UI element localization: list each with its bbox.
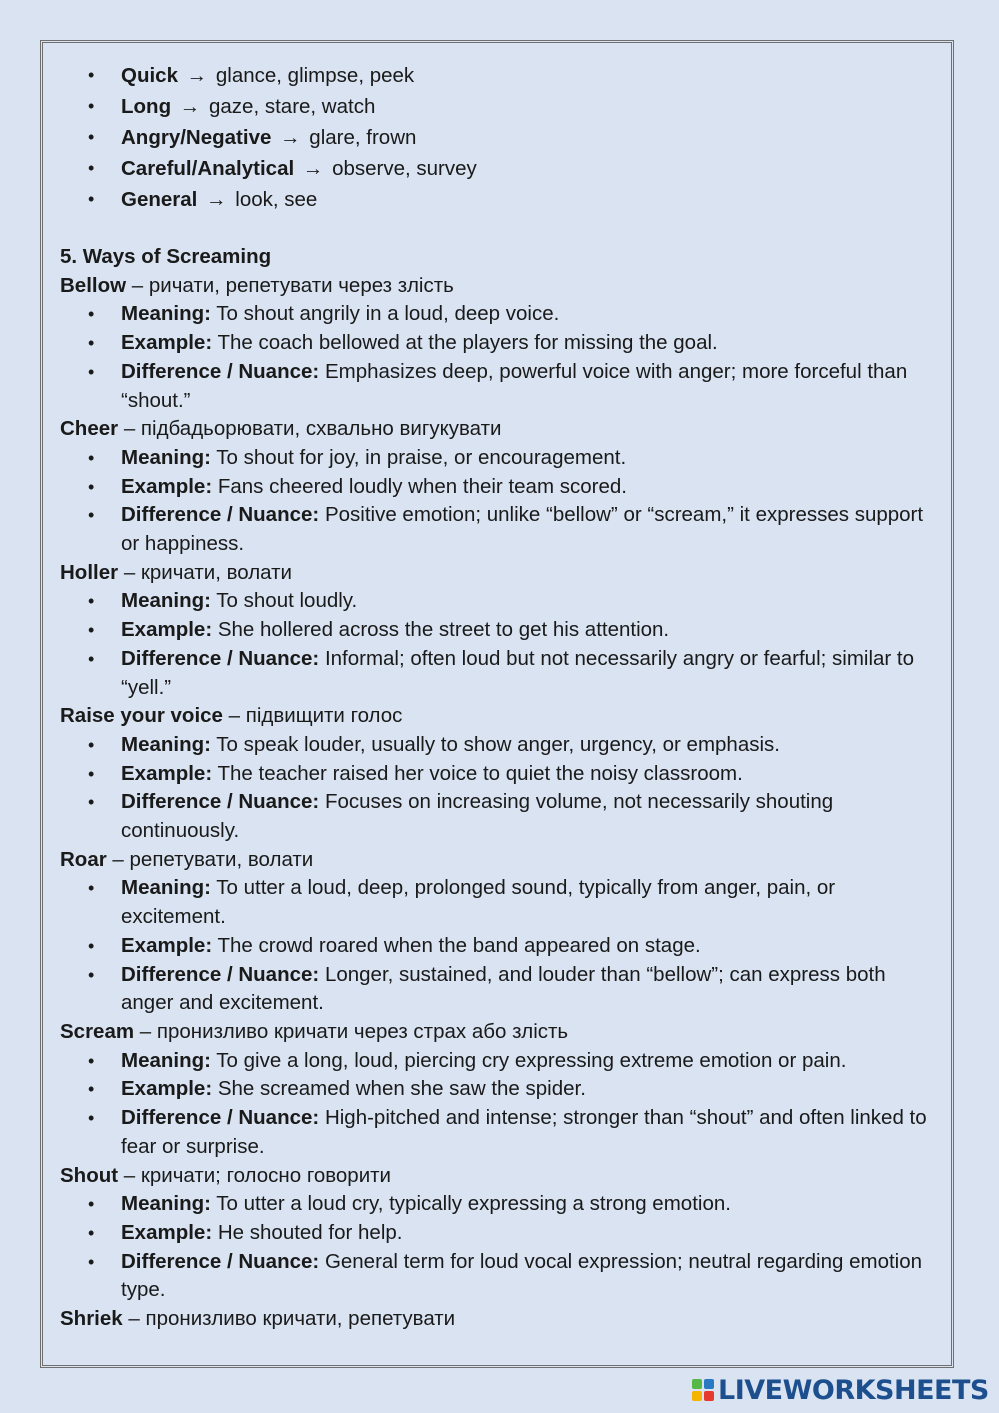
word-heading: Roar – репетувати, волати [60,847,314,871]
list-item: • General → look, see [60,184,940,215]
word-entry-raise-your-voice [60,702,940,846]
example-item: • Example: Fans cheered loudly when their team scored. [60,473,940,502]
word-heading: Scream – пронизливо кричати через страх або злість [60,1019,569,1043]
list-item: • Angry/Negative → glare, frown [60,122,940,153]
word-heading: Shriek – пронизливо кричати, репетувати [60,1307,456,1331]
difference-item: • Difference / Nuance: Focuses on increasing volume, not necessarily shouting continuously. [60,788,940,845]
brand-name: LIVEWORKSHEETS [718,1374,989,1406]
meaning-item: • Meaning: To shout for joy, in praise, or encouragement. [60,444,940,473]
synonyms-list [60,60,940,215]
difference-item: • Difference / Nuance: Longer, sustained, and louder than “bellow”; can express both anger and excitement. [60,961,940,1018]
example-item: • Example: She hollered across the street to get his attention. [60,616,940,645]
word-entry-scream [60,1018,940,1162]
example-item: • Example: She screamed when she saw the spider. [60,1075,940,1104]
word-details [60,1190,940,1305]
word-details [60,1047,940,1162]
meaning-item: • Meaning: To utter a loud, deep, prolonged sound, typically from anger, pain, or excitement. [60,874,940,931]
word-details [60,587,940,702]
word-heading: Shout – кричати; голосно говорити [60,1163,391,1187]
list-item: • Quick → glance, glimpse, peek [60,60,940,91]
example-item: • Example: The teacher raised her voice to quiet the noisy classroom. [60,760,940,789]
example-item: • Example: The crowd roared when the band appeared on stage. [60,932,940,961]
list-item: • Long → gaze, stare, watch [60,91,940,122]
liveworksheets-logo[interactable] [692,1375,989,1405]
meaning-item: • Meaning: To shout angrily in a loud, deep voice. [60,300,940,329]
word-entry-holler [60,559,940,703]
worksheet-content [60,60,940,1334]
example-item: • Example: He shouted for help. [60,1219,940,1248]
logo-square-i [704,1379,714,1389]
word-entry-shriek [60,1305,940,1334]
logo-square-e [704,1391,714,1401]
difference-item: • Difference / Nuance: General term for loud vocal expression; neutral regarding emotion type. [60,1248,940,1305]
difference-item: • Difference / Nuance: Positive emotion; unlike “bellow” or “scream,” it expresses support or happiness. [60,501,940,558]
meaning-item: • Meaning: To shout loudly. [60,587,940,616]
word-heading: Raise your voice – підвищити голос [60,704,403,728]
word-details [60,874,940,1018]
meaning-item: • Meaning: To speak louder, usually to show anger, urgency, or emphasis. [60,731,940,760]
example-item: • Example: The coach bellowed at the players for missing the goal. [60,329,940,358]
word-heading: Bellow – ричати, репетувати через злість [60,273,454,297]
word-heading: Holler – кричати, волати [60,560,292,584]
difference-item: • Difference / Nuance: Emphasizes deep, powerful voice with anger; more forceful than “shout.” [60,358,940,415]
meaning-item: • Meaning: To give a long, loud, piercing cry expressing extreme emotion or pain. [60,1047,940,1076]
word-details [60,731,940,846]
logo-square-l [692,1379,702,1389]
word-details [60,444,940,559]
word-details [60,300,940,415]
section-title: 5. Ways of Screaming [60,245,272,268]
live-logo-icon [692,1379,714,1401]
logo-square-v [692,1391,702,1401]
word-entry-bellow [60,272,940,416]
word-entry-roar [60,846,940,1018]
word-entry-shout [60,1162,940,1306]
difference-item: • Difference / Nuance: High-pitched and intense; stronger than “shout” and often linked to fear or surprise. [60,1104,940,1161]
meaning-item: • Meaning: To utter a loud cry, typically expressing a strong emotion. [60,1190,940,1219]
list-item: • Careful/Analytical → observe, survey [60,153,940,184]
difference-item: • Difference / Nuance: Informal; often loud but not necessarily angry or fearful; similar to “yell.” [60,645,940,702]
word-entry-cheer [60,415,940,559]
word-heading: Cheer – підбадьорювати, схвально вигукувати [60,417,502,441]
